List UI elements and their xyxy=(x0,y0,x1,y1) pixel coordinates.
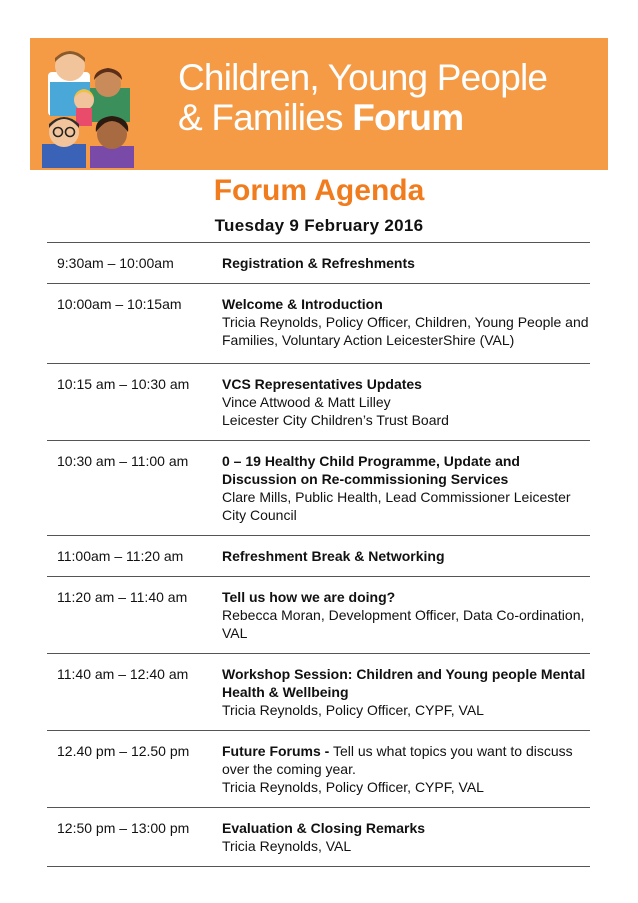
agenda-time: 12.40 pm – 12.50 pm xyxy=(57,743,190,759)
agenda-item-title: Tell us how we are doing? xyxy=(222,589,396,605)
banner-title-line1: Children, Young People xyxy=(178,57,548,98)
family-figures-logo-icon xyxy=(38,44,160,168)
agenda-row xyxy=(47,441,590,536)
forum-banner xyxy=(30,38,608,170)
agenda-item-detail: Tricia Reynolds, Policy Officer, Children, Young People and Families, Voluntary Action LeicesterShire (VAL) xyxy=(222,314,589,348)
agenda-item-title: Registration & Refreshments xyxy=(222,255,415,271)
agenda-item xyxy=(222,452,590,524)
agenda-time: 9:30am – 10:00am xyxy=(57,255,174,271)
agenda-item-detail: Tricia Reynolds, Policy Officer, CYPF, VAL xyxy=(222,779,484,795)
agenda-item-title-rest: Tell us what topics you want to discuss over the coming year. xyxy=(222,743,573,777)
agenda-item-title: Welcome & Introduction xyxy=(222,296,383,312)
meeting-date: Tuesday 9 February 2016 xyxy=(214,216,424,235)
agenda-item xyxy=(222,254,590,272)
agenda-time: 12:50 pm – 13:00 pm xyxy=(57,820,190,836)
page-title: Forum Agenda xyxy=(213,174,425,207)
agenda-item-title: Evaluation & Closing Remarks xyxy=(222,820,426,836)
agenda-item-title: 0 – 19 Healthy Child Programme, Update and Discussion on Re-commissioning Services xyxy=(222,453,520,487)
agenda-row xyxy=(47,577,590,654)
agenda-item xyxy=(222,547,590,565)
agenda-item-detail: Clare Mills, Public Health, Lead Commissioner Leicester City Council xyxy=(222,489,571,523)
agenda-item-detail: Rebecca Moran, Development Officer, Data Co-ordination, VAL xyxy=(222,607,585,641)
agenda-item-title: Workshop Session: Children and Young people Mental Health & Wellbeing xyxy=(222,666,586,700)
agenda-item xyxy=(222,742,590,796)
agenda-item xyxy=(222,819,590,855)
agenda-item xyxy=(222,295,590,352)
agenda-row xyxy=(47,364,590,441)
agenda-row xyxy=(47,243,590,284)
agenda-time: 10:30 am – 11:00 am xyxy=(57,453,189,469)
agenda-time: 11:20 am – 11:40 am xyxy=(57,589,188,605)
agenda-time: 10:15 am – 10:30 am xyxy=(57,376,190,392)
agenda-item xyxy=(222,375,590,429)
banner-title-bold: Forum xyxy=(352,97,464,138)
agenda-item xyxy=(222,665,590,719)
banner-title xyxy=(178,58,547,138)
agenda-item-detail: Leicester City Children’s Trust Board xyxy=(222,412,449,428)
agenda-row xyxy=(47,284,590,364)
agenda-item-detail: Tricia Reynolds, VAL xyxy=(222,838,352,854)
agenda-item xyxy=(222,588,590,642)
agenda-table xyxy=(47,242,590,867)
agenda-item-title: Future Forums - Tell us what topics you want to discuss over the coming year. xyxy=(222,743,573,777)
agenda-item-detail: Vince Attwood & Matt Lilley xyxy=(222,394,391,410)
agenda-item-detail: Tricia Reynolds, Policy Officer, CYPF, VAL xyxy=(222,702,484,718)
agenda-time: 11:00am – 11:20 am xyxy=(57,548,184,564)
banner-title-line2 xyxy=(178,98,547,138)
agenda-row xyxy=(47,808,590,867)
agenda-row xyxy=(47,731,590,808)
banner-title-prefix: & Families xyxy=(178,97,343,138)
agenda-time: 11:40 am – 12:40 am xyxy=(57,666,189,682)
agenda-row xyxy=(47,654,590,731)
agenda-row xyxy=(47,536,590,577)
agenda-time: 10:00am – 10:15am xyxy=(57,296,182,312)
agenda-item-title: VCS Representatives Updates xyxy=(222,376,422,392)
agenda-item-title: Refreshment Break & Networking xyxy=(222,548,445,564)
